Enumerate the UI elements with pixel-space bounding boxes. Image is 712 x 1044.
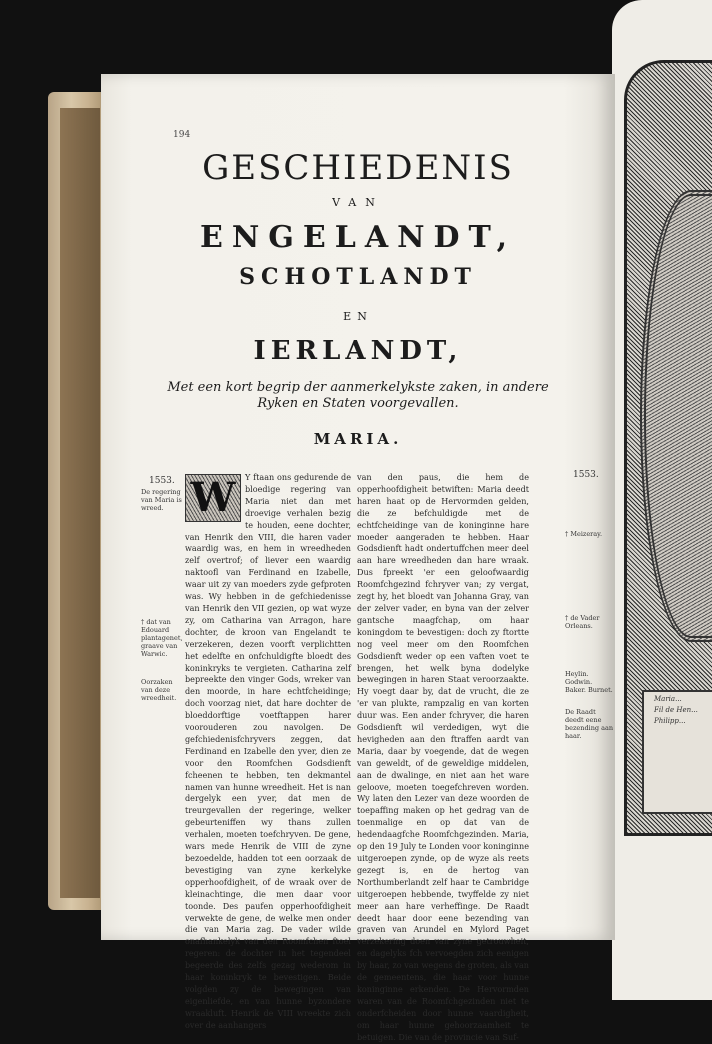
margin-note-left-1: De regering van Maria is wreed. xyxy=(141,488,182,512)
left-text-column xyxy=(185,472,351,1032)
plaque-line-2: Fil de Hen... xyxy=(654,706,698,714)
text-page xyxy=(101,74,615,1042)
title-en: EN xyxy=(343,310,373,323)
facing-engraving-page xyxy=(612,0,712,1000)
page-number: 194 xyxy=(173,130,191,140)
section-heading: MARIA. xyxy=(313,430,403,448)
subtitle xyxy=(101,380,615,412)
subtitle-line-1: Met een kort begrip der aanmerkelykste zaken, in andere xyxy=(167,380,549,395)
year-left: 1553. xyxy=(149,476,175,486)
subtitle-line-2: Ryken en Staten voorgevallen. xyxy=(257,396,459,411)
title-geschiedenis: GESCHIEDENIS xyxy=(202,148,514,188)
margin-note-right-3: Heylin. Godwin. Baker. Burnet. xyxy=(565,670,613,694)
title-ierlandt: IERLANDT, xyxy=(253,336,463,366)
book-spine-inner xyxy=(60,108,100,898)
margin-note-left-2: † dat van Edouard plantagenet, graave van Warwic. xyxy=(141,618,183,658)
right-text-column xyxy=(357,472,529,1044)
plaque-line-1: Maria... xyxy=(654,695,682,703)
margin-note-left-3: Oorzaken van deze wreedheit. xyxy=(141,678,177,702)
drop-cap-initial: W xyxy=(185,474,241,522)
margin-note-right-2: † de Vader Orleans. xyxy=(565,614,600,630)
margin-note-right-1: † Meizeray. xyxy=(565,530,603,538)
title-van: VAN xyxy=(332,196,384,209)
margin-note-right-4: De Raadt deedt eene bezending aan haar. xyxy=(565,708,614,740)
engraving-plaque xyxy=(642,690,712,814)
right-column-text: van den paus, die hem de opperhoofdigheit betwiften: Maria deedt haren haat op de Hervormden gelden, die ze befchuldigde met de echtfcheidinge van de koninginne hare moeder aangeraden te hebben. Haar Godsdienft hadt ondertuffchen meer deel aan hare wreedheden dan hare wraak. Dus fpreekt 'er een geloofwaardig Roomfchgezind fchryver van; zy vergat, zegt hy, het bloedt van Johanna Gray, van der zelver vader, en byna van der zelver gantsche maagfchap, om haar koningdom te bevestigen: doch zy ftortte nog veel meer om den Roomfchen Godsdienft weder op een vaften voet te brengen, het welk byna dodelyke bewegingen in haren Staat veroorzaakte. Hy voegt daar by, dat de vrucht, die ze 'er van plukte, rampzalig en van korten duur was. Een ander fchryver, die haren Godsdienft wil verdedigen, wyt die hevigheden aan den ftraffen aardt van Maria, daar by voegende, dat de wegen van geweldt, of de geweldige middelen, aan de dwalinge, en niet aan het ware geloove, moeten toegefchreven worden. Wy laten den Lezer van deze woorden de toepaffing maken op het gedrag van de toenmalige en op dat van de hedendaagfche Roomfchgezinden. Maria, op den 19 July te Londen voor koninginne uitgeroepen zynde, op de wyze als reets gezegt is, en de hertog van Northumberlandt zelf haar te Cambridge uitgeroepen hebbende, twyffelde zy niet meer aan hare verheffinge. De Raadt deedt haar door eene bezending van graven van Arundel en Mylord Paget verzekering doen van zyne getrouwheit, en dagelyks fch vervoegden zich eenigen by haar, zo van wegens de groten, als van de gemeentens, die haar voor hunne koninginne erkenden. De Hervormden waren van de Roomfchgezinden niet te onderfcheiden door hunne vaardigheit, om haar hunne gehoorzaamheit te betuigen. Die van de provincie van Suf- xyxy=(357,472,529,1042)
left-column-text: Y ftaan ons gedurende de bloedige regering van Maria niet dan met droevige verhalen bezig te houden, eene dochter, van Henrik den VIII, die haren vader waardig was, en hem in wreedheden zelf overtrof; of liever een waardig naktoofl van Ferdinand en Izabelle, waar uit zy van moeders zyde gefproten was. Wy hebben in de gefchiedenisse van Henrik den VII gezien, op wat wyze zy, om Catharina van Arragon, hare dochter, de kroon van Engelandt te verzekeren, dezen voorft verplichtten het edelfte en onfchuldigfte bloedt des koninkryks te vergieten. Catharina zelf bepreekte den vinger Gods, wreker van den moorde, in hare echtfcheidinge; doch voorzag niet, dat hare dochter de bloeddorftige voetftappen harer voorouderen zou navolgen. De gefchiedenisfchryvers zeggen, dat Ferdinand en Izabelle den yver, dien ze voor den Roomfchen Godsdienft fcheenen te hebben, ten dekmantel namen van hunne wreedheit. Het is nan dergelyk een yver, dat men de treurgevallen der regeringe, welker gebeurteniffen wy thans zullen verhalen, moeten toefchryven. De gene, wars mede Henrik de VIII de zyne bezoedelde, hadden tot een oorzaak de bevestiging van zyne kerkelyke opperhoofdigheit, of de wraak over de kleinachtinge, die men daar voor toonde. Des paufen opperhoofdigheit verwekte de gene, de welke men onder die van Maria zag. De vader wilde onafhankelyk van den Roomfchen ftoel regeren: de dochter in het tegendeel begeerde des zelfs gezag wederom in haar koninkryk te bevestigen. Beide volgden zy de bewegingen van eigenliefde, en van hunne byzondere wraakluft. Henrik de VIII wreekte zich over de aanhangers xyxy=(185,472,351,1030)
plaque-line-3: Philipp... xyxy=(654,717,686,725)
year-right: 1553. xyxy=(573,470,599,480)
title-engelandt: ENGELANDT, xyxy=(199,220,517,255)
title-schotlandt: SCHOTLANDT xyxy=(239,264,477,290)
